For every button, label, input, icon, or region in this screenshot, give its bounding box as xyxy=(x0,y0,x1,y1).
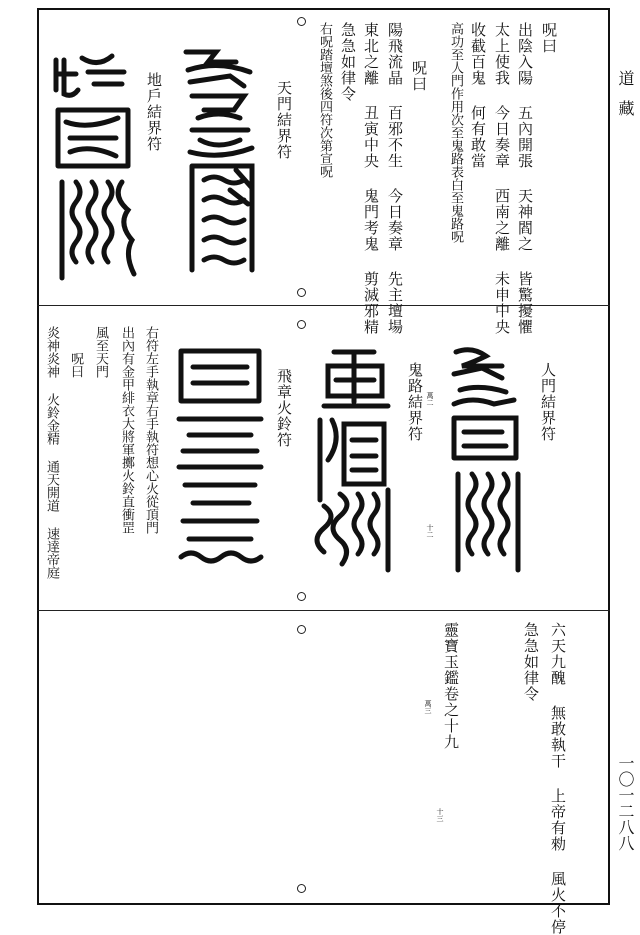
binding-hole xyxy=(297,884,306,893)
talisman-feizhang xyxy=(175,343,265,573)
panel1-col-4: 收截百鬼 何有敢當 xyxy=(469,22,487,169)
panel2-col-1: 人門結界符 xyxy=(539,362,557,442)
panel2-col-4: 右符左手執章右手執符想心火從頂門 xyxy=(143,326,158,534)
panel2-col-7: 呪曰 xyxy=(68,352,83,378)
panel2-col-3: 飛章火鈴符 xyxy=(275,368,293,448)
binding-hole xyxy=(297,625,306,634)
page-number: 一〇一二八八 xyxy=(616,755,635,851)
panel2-col-6: 風至天門 xyxy=(93,326,108,378)
panel1-col-2: 出陰入陽 五內開張 天神閻之 皆驚擾懼 xyxy=(516,22,534,335)
binding-hole xyxy=(297,288,306,297)
panel2-col-2: 鬼路結界符 xyxy=(406,362,424,442)
binding-hole xyxy=(297,592,306,601)
collection-title: 道藏 xyxy=(616,70,635,130)
panel1-col-9: 急急如律令 xyxy=(339,22,357,102)
talisman-tianmen xyxy=(178,40,263,275)
talisman-guilu xyxy=(314,344,396,574)
panel1-col-6: 呪曰 xyxy=(410,60,428,92)
panel3-col-3: 靈寶玉鑑卷之十九 xyxy=(442,622,460,750)
panel3-col-1: 六天九醜 無敢執干 上帝有勑 風火不停 xyxy=(549,622,567,935)
panel2-mark-2: 十二 xyxy=(426,524,434,538)
panel3-mark-1: 萬三 xyxy=(424,700,432,714)
panel1-col-1: 呪曰 xyxy=(540,22,558,54)
panel1-col-5: 高功至人門作用次至鬼路表白至鬼路呪 xyxy=(448,22,463,243)
panel1-col-3: 太上使我 今日奏章 西南之離 未申中央 xyxy=(493,22,511,335)
panel2-col-5: 出內有金甲緋衣大將軍擲火鈴直衝罡 xyxy=(119,326,134,534)
panel1-col-7: 陽飛流晶 百邪不生 今日奏章 先主壇場 xyxy=(386,22,404,335)
panel2-mark-1: 萬二 xyxy=(426,392,434,406)
binding-hole xyxy=(297,320,306,329)
talisman-renmen xyxy=(446,342,526,574)
panel1-col-8: 東北之離 丑寅中央 鬼門考鬼 剪滅邪精 xyxy=(362,22,380,335)
panel2-col-8: 炎神炎神 火鈴金精 通天開道 速達帝庭 xyxy=(44,326,59,579)
panel1-col-10: 右呪踏壇煞後四符次第宣呪 xyxy=(317,22,332,178)
panel1-col-12: 地戶結界符 xyxy=(145,72,163,152)
panel3-mark-2: 十三 xyxy=(436,808,444,822)
binding-hole xyxy=(297,17,306,26)
panel3-col-2: 急急如律令 xyxy=(522,622,540,702)
panel-divider-2 xyxy=(37,610,610,611)
talisman-dihu xyxy=(48,48,138,283)
panel1-col-11: 天門結界符 xyxy=(275,80,293,160)
